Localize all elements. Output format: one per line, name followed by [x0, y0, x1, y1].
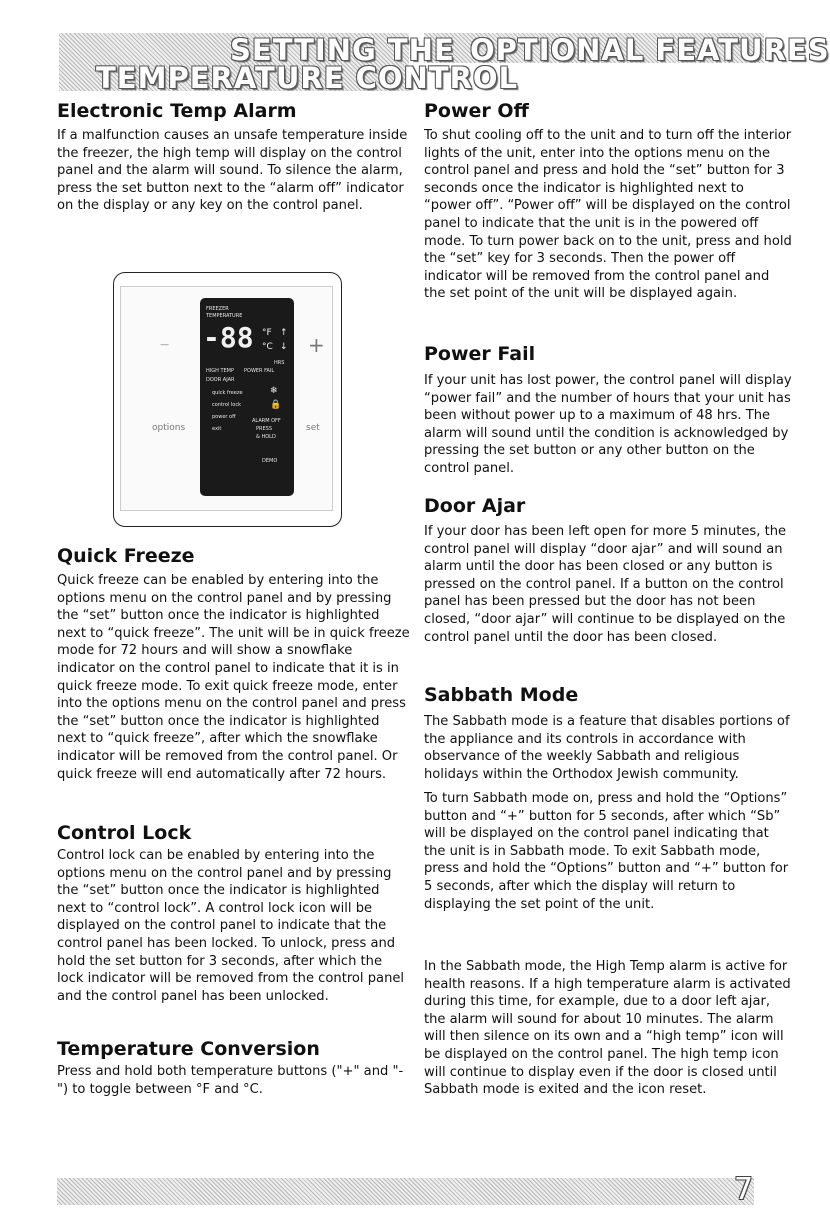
minus-button-label[interactable]: —: [160, 340, 169, 350]
alarm-off-label: ALARM OFF: [252, 418, 281, 424]
sabbath-text-intro: The Sabbath mode is a feature that disables portions of the appliance and its controls in accordance with observance of the weekly Sabbath and religious holidays within the Orthodox Jewish community.: [424, 714, 790, 782]
temperature-label: TEMPERATURE: [206, 313, 243, 319]
menu-power-off: power off: [212, 414, 236, 420]
unit-f: °F: [262, 328, 272, 338]
up-arrow-icon: ↑: [280, 328, 288, 338]
press-label: PRESS: [256, 426, 272, 432]
sabbath-mode-heading: Sabbath Mode: [424, 684, 579, 706]
options-button-label[interactable]: options: [152, 423, 186, 433]
down-arrow-icon: ↓: [280, 342, 288, 352]
sabbath-text-activate: To turn Sabbath mode on, press and hold the “Options” button and “+” button for 5 seconds, after which “Sb” will be displayed on the control panel indicating that the unit is in Sabbath mode. To exit Sabbath mode, press and hold the “Options” button and “+” button for 5 seconds, after which the display will return to displaying the set point of the unit.: [424, 791, 789, 912]
alarm-heading: Electronic Temp Alarm: [57, 100, 297, 122]
lcd-display: [200, 298, 294, 496]
section-heading-right: OPTIONAL FEATURES: [470, 33, 830, 67]
alarm-text: If a malfunction causes an unsafe temperature inside the freezer, the high temp will display on the control panel and the alarm will sound. To silence the alarm, press the set button next to the “alarm off” indicator on the display or any key on the control panel.: [57, 128, 408, 214]
menu-exit: exit: [212, 426, 222, 432]
control-lock-text: Control lock can be enabled by entering into the options menu on the control panel and by pressing the “set” button once the indicator is highlighted next to “control lock”. A control lock icon will be displayed on the control panel to indicate that the control panel has been locked. To unlock, press and hold the set button for 3 seconds, after which the lock indicator will be removed from the control panel and the control panel has been unlocked.: [57, 848, 405, 1004]
unit-c: °C: [262, 342, 273, 352]
temperature-conversion-text: Press and hold both temperature buttons ("+" and "-") to toggle between °F and °C.: [57, 1064, 404, 1097]
quick-freeze-heading: Quick Freeze: [57, 545, 195, 567]
set-button-label[interactable]: set: [306, 423, 320, 433]
lock-icon: 🔒: [270, 400, 282, 410]
sabbath-text-alarm: In the Sabbath mode, the High Temp alarm is active for health reasons. If a high temperature alarm is activated during this time, for example, due to a door left ajar, the alarm will sound for about 10 minutes. The alarm will then silence on its own and a “high temp” icon will be displayed on the control panel. The high temp icon will continue to display even if the door is closed until Sabbath mode is exited and the icon reset.: [424, 959, 791, 1098]
hrs-label: HRS: [274, 360, 285, 366]
power-fail-text: If your unit has lost power, the control panel will display “power fail” and the number of hours that your unit has been without power up to a maximum of 48 hrs. The alarm will sound until the condition is acknowledged by pressing the set button or any other button on the control panel.: [424, 373, 792, 476]
temperature-conversion-heading: Temperature Conversion: [57, 1038, 320, 1060]
power-off-heading: Power Off: [424, 100, 529, 122]
section-heading-left-line1: SETTING THE: [230, 33, 455, 67]
footer-bar: [57, 1178, 754, 1205]
door-ajar-heading: Door Ajar: [424, 495, 526, 517]
hold-label: & HOLD: [256, 434, 276, 440]
power-fail-heading: Power Fail: [424, 343, 536, 365]
power-off-text: To shut cooling off to the unit and to turn off the interior lights of the unit, enter into the options menu on the control panel and press and hold the “set” button for 3 seconds once the indicator is highlighted next to “power off”. “Power off” will be displayed on the control panel to indicate that the unit is in the powered off mode. To turn power back on to the unit, press and hold the “set” key for 3 seconds. Then the power off indicator will be removed from the control panel and the set point of the unit will be displayed again.: [424, 128, 792, 302]
snowflake-icon: ❄: [270, 386, 278, 396]
door-ajar-label: DOOR AJAR: [206, 377, 235, 383]
control-lock-heading: Control Lock: [57, 822, 192, 844]
power-fail-label: POWER FAIL: [244, 368, 275, 374]
plus-button-label[interactable]: +: [308, 333, 325, 357]
section-heading-left-line2: TEMPERATURE CONTROL: [96, 61, 519, 95]
temp-digits: -88: [203, 321, 254, 354]
door-ajar-text: If your door has been left open for more 5 minutes, the control panel will display “door ajar” and will sound an alarm until the door has been closed or any button is pressed on the control panel. If a button on the control panel has been pressed but the door has not been closed, “door ajar” will continue to be displayed on the control panel until the door has been closed.: [424, 524, 787, 645]
quick-freeze-text: Quick freeze can be enabled by entering into the options menu on the control panel and by pressing the “set” button once the indicator is highlighted next to “quick freeze”. The unit will be in quick freeze mode for 72 hours and will show a snowflake indicator on the control panel to indicate that it is in quick freeze mode. To exit quick freeze mode, enter into the options menu on the control panel and press the “set” button once the indicator is highlighted next to “quick freeze”, after which the snowflake indicator will be removed from the control panel. Or quick freeze will end automatically after 72 hours.: [57, 573, 410, 782]
freezer-label: FREEZER: [206, 306, 229, 312]
menu-quick-freeze: quick freeze: [212, 390, 243, 396]
high-temp-label: HIGH TEMP: [206, 368, 235, 374]
demo-label: DEMO: [262, 458, 278, 464]
page-number: 7: [734, 1172, 754, 1207]
menu-control-lock: control lock: [212, 402, 242, 408]
